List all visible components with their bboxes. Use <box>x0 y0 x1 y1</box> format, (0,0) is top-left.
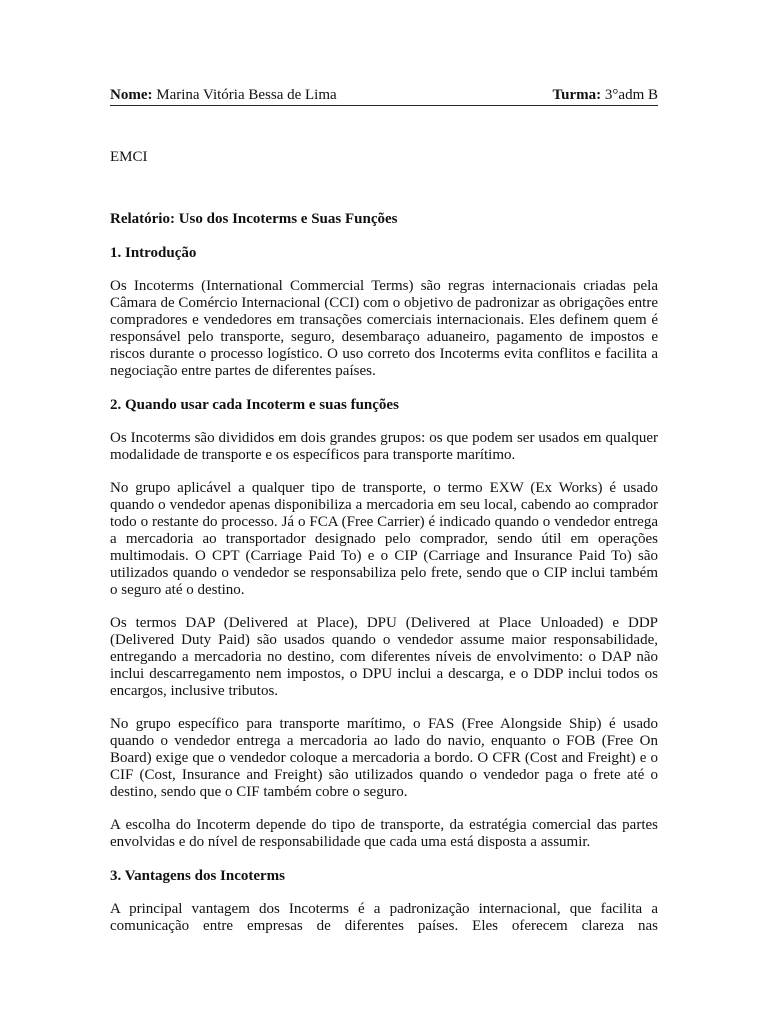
paragraph: Os termos DAP (Delivered at Place), DPU (Delivered at Place Unloaded) e DDP (Delivered Duty Paid) são usados quando o vendedor assume maior responsabilidade, entregando a mercadoria no destino, com diferentes níveis de envolvimento: o DAP não inclui descarregamento nem impostos, o DPU inclui a descarga, e o DDP inclui todos os encargos, inclusive tributos. <box>110 615 658 699</box>
name-value: Marina Vitória Bessa de Lima <box>156 87 337 103</box>
class-value: 3°adm B <box>604 87 658 103</box>
student-name <box>110 86 337 104</box>
paragraph: Os Incoterms são divididos em dois grandes grupos: os que podem ser usados em qualquer modalidade de transporte e os específicos para transporte marítimo. <box>110 430 658 463</box>
section-heading-advantages: 3. Vantagens dos Incoterms <box>110 868 286 884</box>
paragraph: A escolha do Incoterm depende do tipo de transporte, da estratégia comercial das partes envolvidas e do nível de responsabilidade que cada uma está disposta a assumir. <box>110 817 658 850</box>
section-heading-usage: 2. Quando usar cada Incoterm e suas funções <box>110 397 399 413</box>
header-row <box>110 86 658 106</box>
class-label: Turma: <box>552 87 602 103</box>
paragraph: Os Incoterms (International Commercial Terms) são regras internacionais criadas pela Câmara de Comércio Internacional (CCI) com o objetivo de padronizar as obrigações entre compradores e vendedores em transações comerciais internacionais. Eles definem quem é responsável pelo transporte, seguro, desembaraço aduaneiro, pagamento de impostos e riscos durante o processo logístico. O uso correto dos Incoterms evita conflitos e facilita a negociação entre partes de diferentes países. <box>110 278 658 379</box>
class-info <box>553 86 658 104</box>
paragraph: No grupo aplicável a qualquer tipo de transporte, o termo EXW (Ex Works) é usado quando o vendedor apenas disponibiliza a mercadoria em seu local, cabendo ao comprador todo o restante do processo. Já o FCA (Free Carrier) é indicado quando o vendedor entrega a mercadoria ao transportador designado pelo comprador, sendo útil em operações multimodais. O CPT (Carriage Paid To) e o CIP (Carriage and Insurance Paid To) são utilizados quando o vendedor se responsabiliza pelo frete, sendo que o CIP inclui também o seguro até o destino. <box>110 480 658 598</box>
section-heading-intro: 1. Introdução <box>110 245 197 261</box>
document-page <box>110 86 658 935</box>
name-label: Nome: <box>110 87 153 103</box>
paragraph: A principal vantagem dos Incoterms é a padronização internacional, que facilita a comunicação entre empresas de diferentes países. Eles oferecem clareza nas <box>110 901 658 934</box>
paragraph: No grupo específico para transporte marítimo, o FAS (Free Alongside Ship) é usado quando o vendedor entrega a mercadoria ao lado do navio, enquanto o FOB (Free On Board) exige que o vendedor coloque a mercadoria a bordo. O CFR (Cost and Freight) e o CIF (Cost, Insurance and Freight) são utilizados quando o vendedor paga o frete até o destino, sendo que o CIF também cobre o seguro. <box>110 716 658 800</box>
report-title: Relatório: Uso dos Incoterms e Suas Funções <box>110 211 398 227</box>
subject: EMCI <box>110 149 148 165</box>
